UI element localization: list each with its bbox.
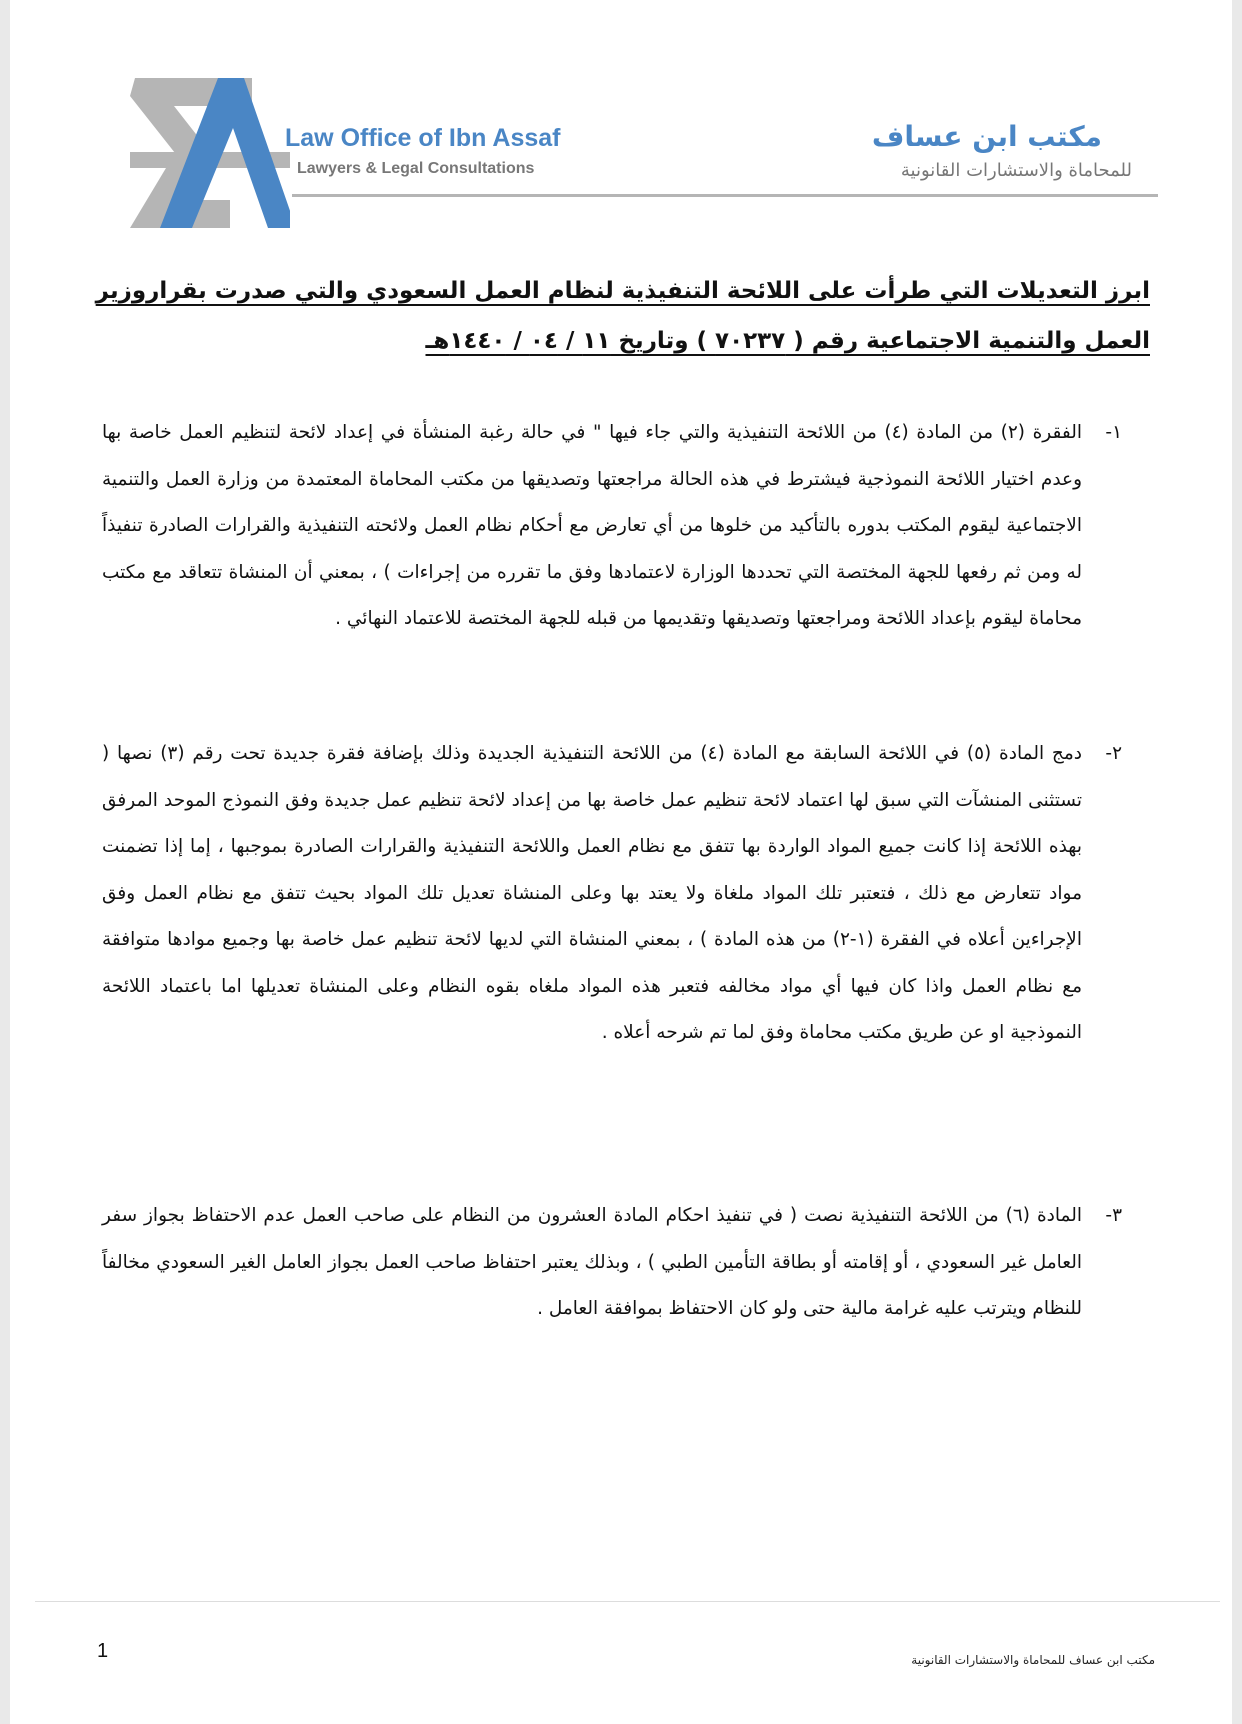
title-line-2: العمل والتنمية الاجتماعية رقم ( ٧٠٢٣٧ ) وتاريخ ١١ / ٠٤ / ١٤٤٠هـ: [425, 328, 1150, 354]
item-number: ٢-: [1105, 743, 1122, 764]
footer-office-name: مكتب ابن عساف للمحاماة والاستشارات القانونية: [911, 1653, 1155, 1667]
page-number: 1: [97, 1640, 109, 1662]
firm-logo-icon: [130, 78, 290, 228]
item-number: ١-: [1105, 422, 1122, 443]
arabic-firm-name: مكتب ابن عساف: [871, 120, 1102, 153]
english-firm-subtitle: Lawyers & Legal Consultations: [297, 160, 535, 177]
english-firm-name: Law Office of Ibn Assaf: [285, 124, 561, 152]
item-number: ٣-: [1105, 1205, 1122, 1226]
item-text: الفقرة (٢) من المادة (٤) من اللائحة التنفيذية والتي جاء فيها " في حالة رغبة المنشأة في إعداد لائحة لتنظيم العمل خاصة بها وعدم اختيار اللائحة النموذجية فيشترط في هذه الحالة مراجعتها وتصديقها من مكتب المحاماة المعتمدة من وزارة العمل والتنمية الاجتماعية ليقوم المكتب بدوره بالتأكيد من خلوها من أي تعارض مع أحكام نظام العمل ولائحته التنفيذية والقرارات الصادرة تنفيذاً له ومن ثم رفعها للجهة المختصة التي تحددها الوزارة لاعتمادها وفق ما تقرره من إجراءات ) ، بمعني أن المنشاة تتعاقد مع مكتب محاماة ليقوم بإعداد اللائحة ومراجعتها وتصديقها وتقديمها من قبله للجهة المختصة للاعتماد النهائي .: [102, 422, 1083, 629]
list-item: [102, 731, 1122, 1057]
document-page: [10, 0, 1232, 1724]
list-item: [102, 1193, 1122, 1333]
header-divider: [292, 194, 1158, 197]
item-text: دمج المادة (٥) في اللائحة السابقة مع المادة (٤) من اللائحة التنفيذية الجديدة وذلك بإضافة فقرة جديدة تحت رقم (٣) نصها ( تستثنى المنشآت التي سبق لها اعتماد لائحة تنظيم عمل خاصة بها من إعداد لائحة تنظيم عمل جديدة وفق النموذج الموحد المرفق بهذه اللائحة إذا كانت جميع المواد الواردة بها تتفق مع نظام العمل واللائحة التنفيذية والقرارات الصادرة بموجبها ، إما إذا تضمنت مواد تتعارض مع ذلك ، فتعتبر تلك المواد ملغاة ولا يعتد بها وعلى المنشاة تعديل تلك المواد بحيث تتفق مع نظام العمل وفق الإجراءين أعلاه في الفقرة (١-٢) من هذه المادة ) ، بمعني المنشاة التي لديها لائحة تنظيم عمل خاصة بها وجميع موادها متوافقة مع نظام العمل واذا كان فيها أي مواد مخالفه فتعبر هذه المواد ملغاه بقوه النظام وعلى المنشاة تعديلها اما باعتماد اللائحة النموذجية او عن طريق مكتب محاماة وفق لما تم شرحه أعلاه .: [102, 743, 1082, 1043]
title-line-1: ابرز التعديلات التي طرأت على اللائحة التنفيذية لنظام العمل السعودي والتي صدرت بقراروزير: [95, 278, 1150, 304]
document-title: [95, 266, 1150, 366]
item-text: المادة (٦) من اللائحة التنفيذية نصت ( في تنفيذ احكام المادة العشرون من النظام على صاحب العمل عدم الاحتفاظ بجواز سفر العامل غير السعودي ، أو إقامته أو بطاقة التأمين الطبي ) ، وبذلك يعتبر احتفاظ صاحب العمل بجواز العامل الغير السعودي مخالفاً للنظام ويترتب عليه غرامة مالية حتى ولو كان الاحتفاظ بموافقة العامل .: [102, 1205, 1082, 1319]
arabic-firm-subtitle: للمحاماة والاستشارات القانونية: [900, 160, 1132, 181]
list-item: [102, 410, 1122, 643]
footer-divider: [35, 1601, 1220, 1602]
